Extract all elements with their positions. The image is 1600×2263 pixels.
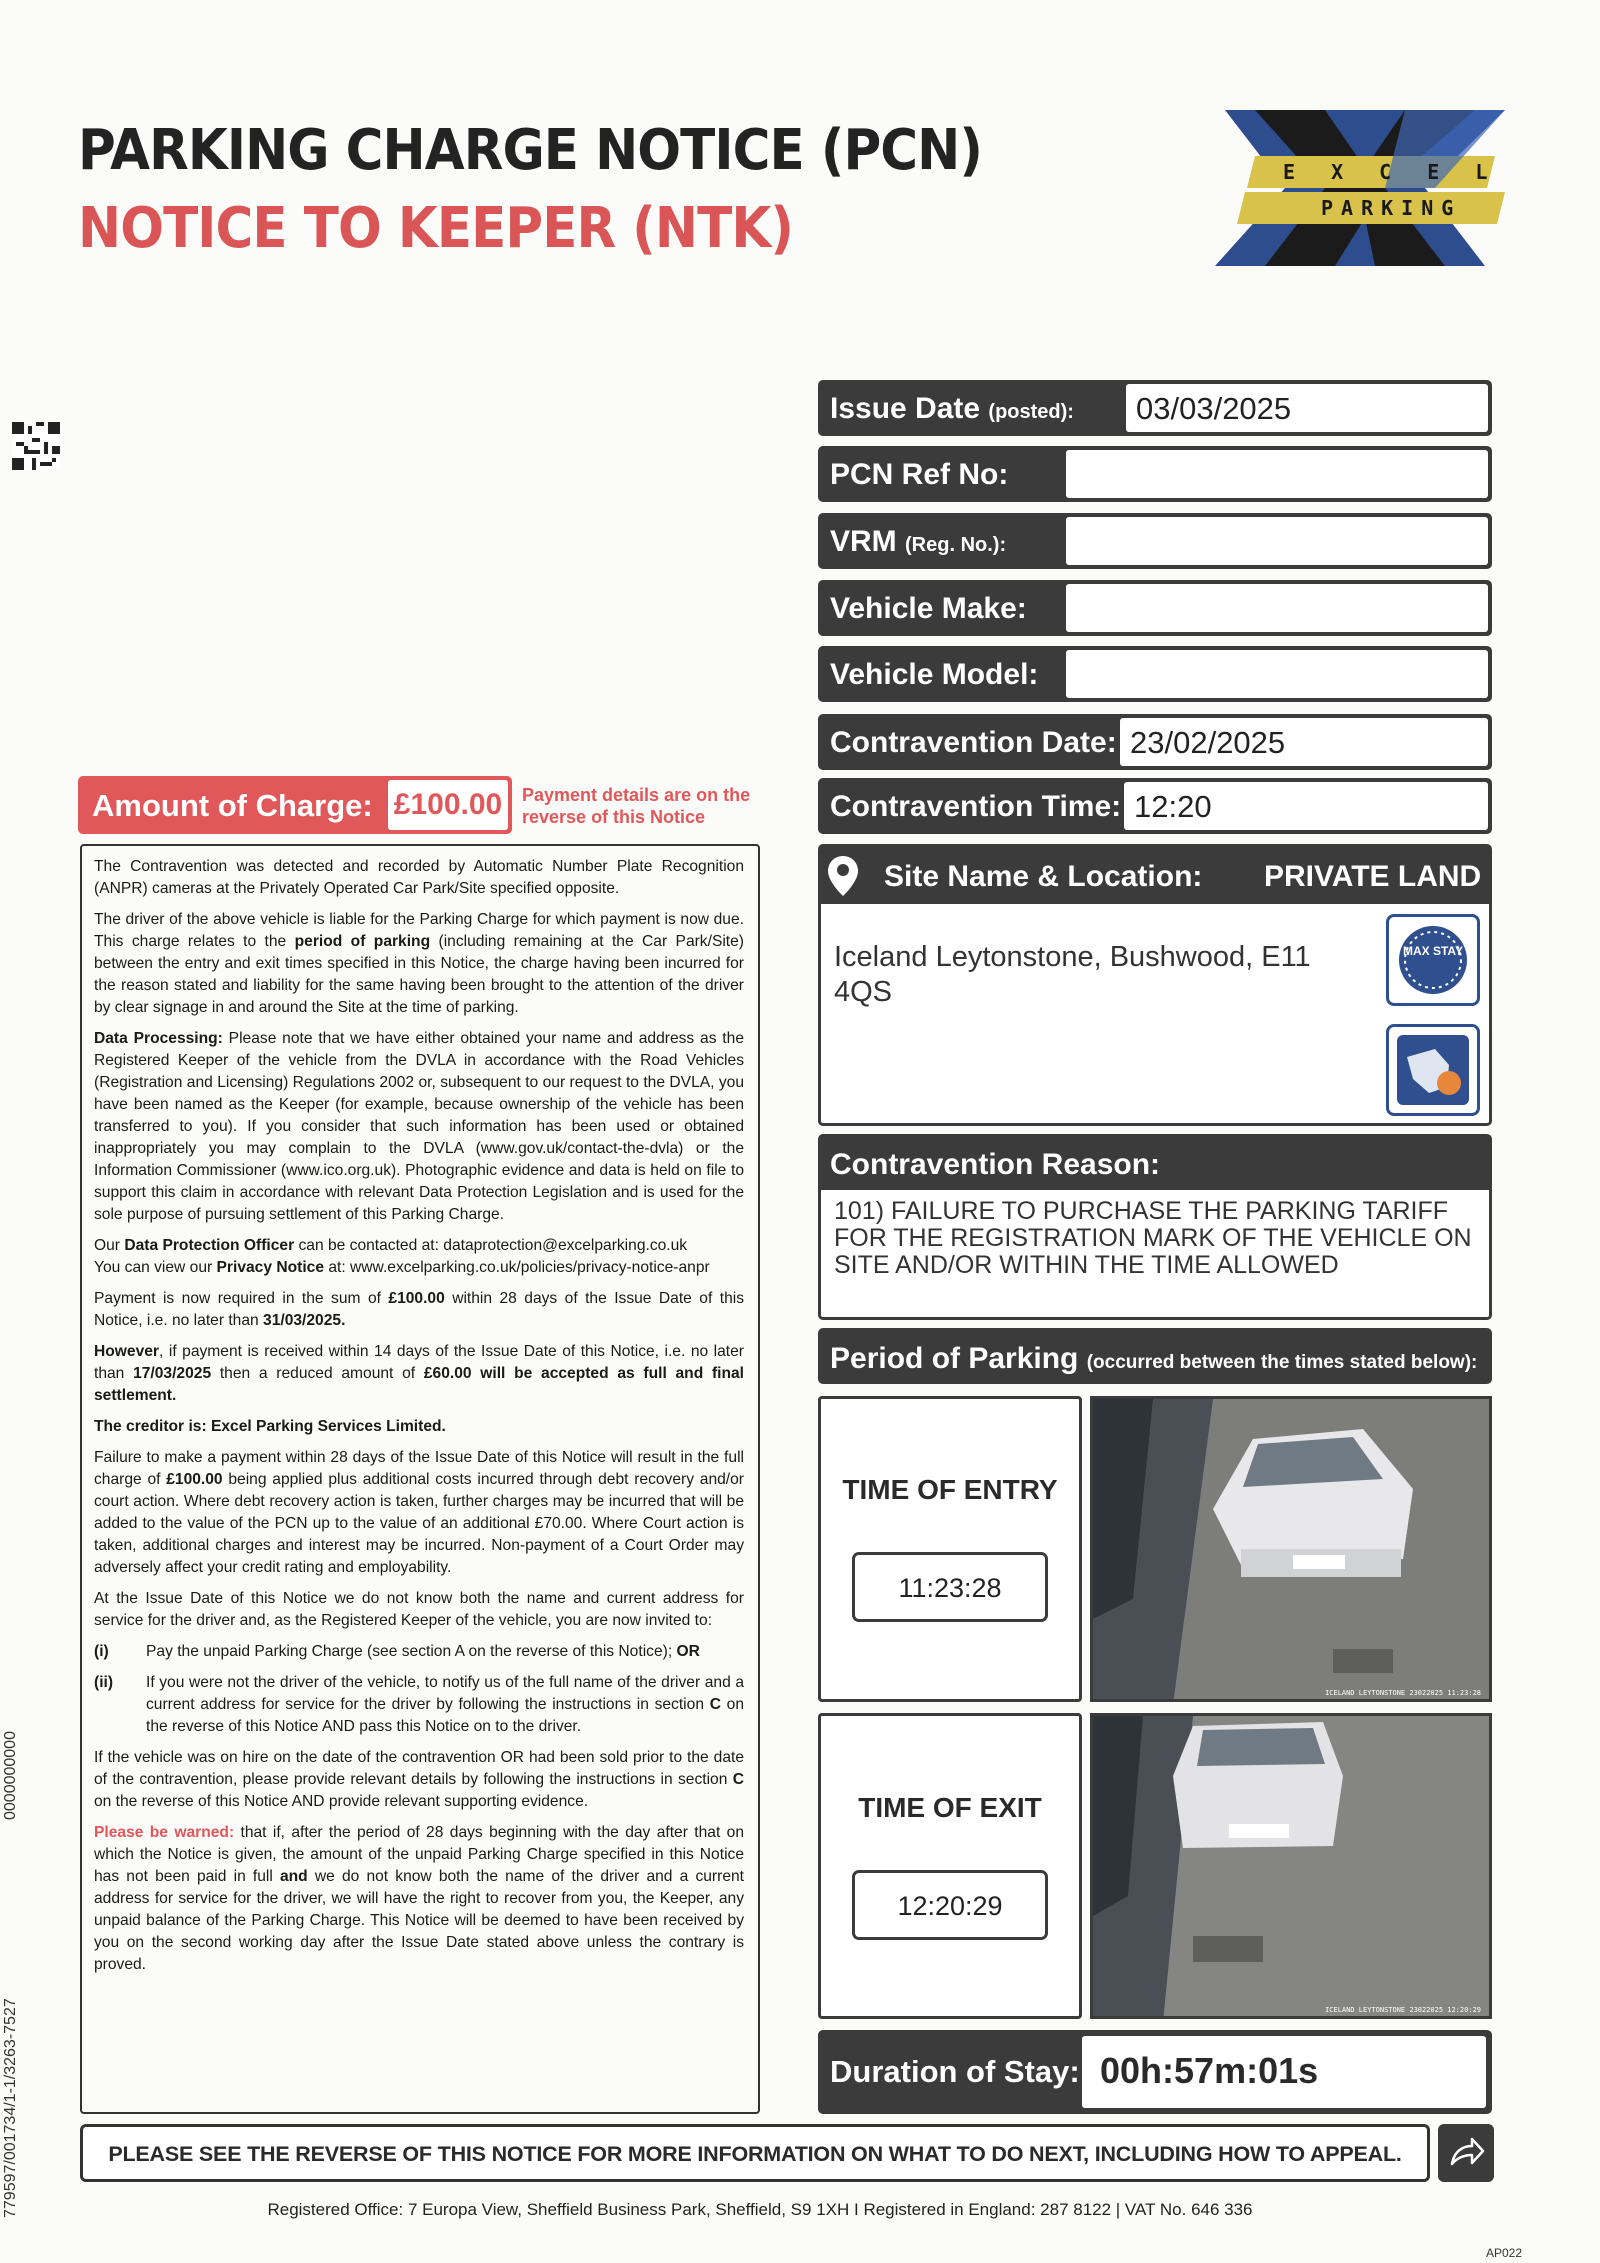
amount-label: Amount of Charge:	[92, 788, 373, 823]
location-pin-icon	[826, 854, 860, 898]
para-reduced-amount: However, if payment is received within 14 days of the Issue Date of this Notice, i.e. no later than 17/03/2025 then a reduced amount of £60.00 will be accepted as full and final settlement.	[94, 1343, 745, 1404]
entry-time: 11:23:28	[852, 1552, 1048, 1622]
contravention-date-row	[818, 714, 1492, 770]
contravention-date-label: Contravention Date:	[830, 726, 1117, 759]
qr-code-icon	[12, 422, 60, 470]
side-number: 0000000000	[2, 1731, 19, 1820]
entry-photo-stamp: ICELAND LEYTONSTONE 23022025 11:23:28	[1325, 1689, 1481, 1697]
duration-label: Duration of Stay:	[830, 2054, 1080, 2089]
vehicle-model-row	[818, 646, 1492, 702]
vehicle-make-label: Vehicle Make:	[830, 592, 1027, 625]
side-reference: 779597/001734/1-1/3263-7527	[2, 1998, 19, 2218]
site-title: Site Name & Location:	[884, 860, 1203, 893]
contravention-time-row	[818, 778, 1492, 834]
notice-body-text	[80, 844, 760, 2114]
list-item: (i) Pay the unpaid Parking Charge (see section A on the reverse of this Notice); OR	[94, 1643, 700, 1660]
excel-parking-logo	[1215, 108, 1505, 268]
contravention-date-value: 23/02/2025	[1120, 718, 1488, 766]
logo-text-parking: PARKING	[1321, 196, 1462, 220]
vrm-row	[818, 513, 1492, 569]
vrm-value	[1066, 517, 1488, 565]
max-stay-icon	[1386, 914, 1480, 1006]
para-creditor: The creditor is: Excel Parking Services Limited.	[94, 1418, 446, 1435]
site-address: Iceland Leytonstone, Bushwood, E11 4QS	[834, 941, 1311, 1008]
contravention-time-label: Contravention Time:	[830, 790, 1122, 823]
entry-photo	[1090, 1396, 1492, 1702]
entry-box	[818, 1396, 1082, 1702]
exit-box	[818, 1713, 1082, 2019]
para-invitation: At the Issue Date of this Notice we do not know both the name and current address for service for the driver and, as the Registered Keeper of the vehicle, you are now invited to:	[94, 1590, 744, 1629]
para-payment-required: Payment is now required in the sum of £100.00 within 28 days of the Issue Date of this Notice, i.e. no later than 31/03/2025.	[94, 1290, 744, 1329]
issue-date-label: Issue Date (posted):	[830, 392, 1074, 425]
para-dpo: Our Data Protection Officer can be contacted at: dataprotection@excelparking.co.uk You can view our Privacy Notice at: www.excelparking.co.uk/policies/privacy-notice-anpr	[94, 1237, 710, 1276]
reason-title: Contravention Reason:	[830, 1148, 1161, 1181]
issue-date-value: 03/03/2025	[1126, 384, 1488, 432]
exit-photo-stamp: ICELAND LEYTONSTONE 23022025 12:20:29	[1325, 2006, 1481, 2014]
logo-text-excel: E X C E L	[1283, 160, 1500, 184]
list-item: (ii) If you were not the driver of the vehicle, to notify us of the full name of the driver and a current address for service for the driver by following the instructions in section C on the reverse of this Notice AND pass this Notice on to the driver.	[94, 1674, 744, 1735]
para-contravention: The Contravention was detected and recorded by Automatic Number Plate Recognition (ANPR) cameras at the Privately Operated Car Park/Site specified opposite.	[94, 858, 744, 897]
para-failure-to-pay: Failure to make a payment within 28 days of the Issue Date of this Notice will result in the full charge of £100.00 being applied plus additional costs incurred through debt recovery and/or court action. Where debt recovery action is taken, further charges may be incurred that will be added to the value of the PCN up to the value of an additional £70.00. Where Court action is taken, additional charges and interest may be incurred. Non-payment of a Court Order may adversely affect your credit rating and employability.	[94, 1449, 744, 1576]
para-data-processing: Data Processing: Please note that we have either obtained your name and address as the Registered Keeper of the vehicle from the DVLA in accordance with the Road Vehicles (Registration and Licensing) Regulations 2002 or, subsequent to our request to the DVLA, you have been named as the Keeper (for example, because ownership of the vehicle has been transferred to you). If you consider that such information has been used or obtained inappropriately you may complain to the DVLA (www.gov.uk/contact-the-dvla) or the Information Commissioner (www.ico.org.uk). Photographic evidence and data is held on file to support this claim in accordance with relevant Data Protection Legislation and is used for the sole purpose of pursuing settlement of this Parking Charge.	[94, 1030, 744, 1223]
form-code: AP022	[1486, 2246, 1523, 2260]
share-arrow-icon	[1438, 2124, 1494, 2182]
exit-label: TIME OF EXIT	[858, 1792, 1042, 1823]
exit-photo	[1090, 1713, 1492, 2019]
vehicle-make-row	[818, 580, 1492, 636]
entry-label: TIME OF ENTRY	[842, 1474, 1058, 1505]
pcn-ref-row	[818, 446, 1492, 502]
vrm-label: VRM (Reg. No.):	[830, 525, 1007, 558]
registered-office-footer: Registered Office: 7 Europa View, Sheffield Business Park, Sheffield, S9 1XH I Registered in England: 287 8122 | VAT No. 646 336	[267, 2200, 1253, 2219]
duration-value: 00h:57m:01s	[1082, 2036, 1486, 2108]
payment-note: Payment details are on the reverse of this Notice	[522, 785, 751, 827]
see-reverse-banner: PLEASE SEE THE REVERSE OF THIS NOTICE FOR MORE INFORMATION ON WHAT TO DO NEXT, INCLUDING HOW TO APPEAL.	[80, 2124, 1430, 2182]
vehicle-model-label: Vehicle Model:	[830, 658, 1039, 691]
period-title: Period of Parking (occurred between the times stated below):	[830, 1342, 1478, 1375]
pay-hand-icon	[1386, 1024, 1480, 1116]
pcn-ref-value	[1066, 450, 1488, 498]
vehicle-make-value	[1066, 584, 1488, 632]
notice-subtitle: NOTICE TO KEEPER (NTK)	[78, 196, 793, 261]
exit-time: 12:20:29	[852, 1870, 1048, 1940]
pcn-ref-label: PCN Ref No:	[830, 458, 1009, 491]
para-liability: The driver of the above vehicle is liable for the Parking Charge for which payment is now due. This charge relates to the period of parking (including remaining at the Car Park/Site) between the entry and exit times specified in this Notice, the charge having been incurred for the reason stated and liability for the same having been brought to the attention of the driver by clear signage in and around the Site at the time of parking.	[94, 911, 745, 1016]
issue-date-row	[818, 380, 1492, 436]
vehicle-model-value	[1066, 650, 1488, 698]
max-stay-text: MAX STAY	[1402, 944, 1463, 958]
private-land-label: PRIVATE LAND	[1264, 860, 1482, 893]
para-warning: Please be warned: that if, after the period of 28 days beginning with the day after that on which the Notice is given, the amount of the unpaid Parking Charge specified in this Notice has not been paid in full and we do not know both the name of the driver and a current address for service for the driver, we will have the right to recover from you, the Keeper, any unpaid balance of the Parking Charge. This Notice will be deemed to have been received by you on the second working day after the Issue Date stated above unless the contrary is proved.	[94, 1824, 744, 1973]
reason-text: 101) FAILURE TO PURCHASE THE PARKING TARIFF FOR THE REGISTRATION MARK OF THE VEHICLE ON SITE AND/OR WITHIN THE TIME ALLOWED	[834, 1197, 1472, 1279]
amount-value: £100.00	[388, 780, 508, 830]
notice-title: PARKING CHARGE NOTICE (PCN)	[78, 118, 983, 183]
para-hire-sold: If the vehicle was on hire on the date of the contravention OR had been sold prior to the date of the contravention, please provide relevant details by following the instructions in section C on the reverse of this Notice AND provide relevant supporting evidence.	[94, 1749, 744, 1810]
contravention-time-value: 12:20	[1124, 782, 1488, 830]
